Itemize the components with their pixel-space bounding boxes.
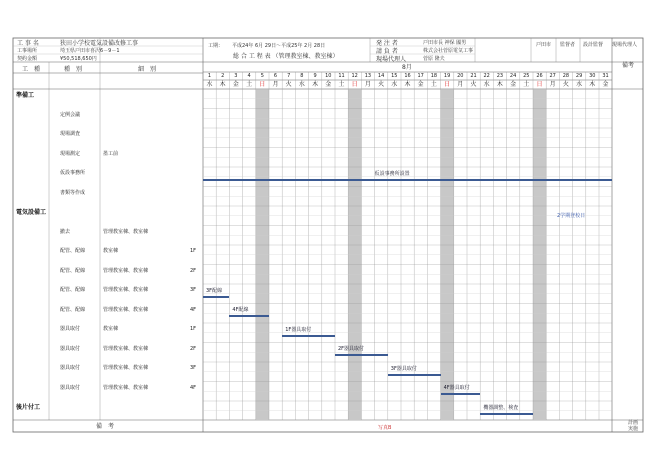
schedule-bar xyxy=(441,393,481,395)
day-number: 27 xyxy=(549,73,556,79)
remarks-top: 備考 xyxy=(622,62,635,69)
day-number: 16 xyxy=(404,73,411,79)
day-weekday: 土 xyxy=(338,81,345,88)
day-weekday: 木 xyxy=(312,81,319,88)
schedule-bar xyxy=(203,296,229,298)
day-weekday: 木 xyxy=(219,81,226,88)
contract-amount: ¥50,518,650円 xyxy=(60,56,97,62)
day-weekday: 日 xyxy=(351,81,358,88)
row-type: 器具取付 xyxy=(60,384,81,391)
schedule-bar-label: 3F器具取付 xyxy=(390,365,417,372)
day-weekday: 木 xyxy=(496,81,503,88)
row-detail: 教室棟 xyxy=(103,248,119,254)
row-type: 現場調査 xyxy=(60,131,81,137)
row-type: 配管、配線 xyxy=(60,287,86,293)
day-number: 22 xyxy=(483,73,490,79)
row-type: 器具取付 xyxy=(60,345,81,352)
day-number: 25 xyxy=(523,73,530,79)
day-weekday: 水 xyxy=(576,81,583,88)
day-weekday: 土 xyxy=(430,81,437,88)
day-number: 18 xyxy=(430,73,438,79)
column-trade: 工 種 xyxy=(22,66,41,73)
day-number: 10 xyxy=(325,73,332,79)
trade-category: 電気設備工 xyxy=(16,209,47,216)
schedule-bar-label: 機器調整、検査 xyxy=(483,404,519,411)
column-type: 種 別 xyxy=(64,66,83,73)
photo-stamp: 写真B xyxy=(378,425,392,431)
schedule-bar-label: 2F器具取付 xyxy=(338,346,365,353)
day-weekday: 木 xyxy=(589,81,596,88)
period: 平成24年 6月 29日～平成25年 2月 28日 xyxy=(232,43,326,49)
row-type: 仮設事務所 xyxy=(60,170,86,176)
day-weekday: 水 xyxy=(298,81,305,88)
row-detail: 管理教室棟、教室棟 xyxy=(103,384,149,391)
trade-category: 準備工 xyxy=(16,92,35,99)
sunday-column xyxy=(441,89,454,420)
day-weekday: 土 xyxy=(523,81,530,88)
day-number: 11 xyxy=(338,73,345,79)
footer-remarks: 備 考 xyxy=(96,423,115,430)
column-detail: 細 別 xyxy=(138,66,157,73)
day-weekday: 日 xyxy=(259,81,266,88)
day-weekday: 火 xyxy=(285,81,292,88)
approval-3: 設計監督 xyxy=(583,42,604,48)
day-weekday: 日 xyxy=(536,81,543,88)
row-detail: 管理教室棟、教室棟 xyxy=(103,345,149,352)
approval-1: 戸田市 xyxy=(536,42,552,48)
schedule-bar-label: 仮設事務所設置 xyxy=(374,170,410,177)
orderer: 戸田市長 神保 國男 xyxy=(423,40,467,46)
row-detail: 管理教室棟、教室棟 xyxy=(103,365,149,371)
sunday-column xyxy=(256,89,269,420)
schedule-bar xyxy=(229,315,269,317)
row-type: 配管、配線 xyxy=(60,306,86,313)
legend-plan: 計画 xyxy=(628,420,639,426)
day-number: 6 xyxy=(273,73,278,79)
day-number: 20 xyxy=(457,73,464,79)
day-number: 19 xyxy=(443,73,451,79)
row-floor: 2F xyxy=(190,267,197,274)
agent-label: 現場代理人 xyxy=(376,56,407,63)
row-type: 器具取付 xyxy=(60,365,81,371)
day-weekday: 火 xyxy=(470,81,477,88)
contractor-label: 請 負 者 xyxy=(376,48,398,55)
row-detail: 管理教室棟、教室棟 xyxy=(103,287,149,293)
day-number: 23 xyxy=(496,73,504,79)
row-floor: 3F xyxy=(190,287,197,293)
day-weekday: 水 xyxy=(391,81,398,88)
schedule-bar-label: 4F器具取付 xyxy=(443,385,470,392)
day-number: 26 xyxy=(536,73,543,79)
day-number: 21 xyxy=(470,73,477,79)
schedule-bar xyxy=(388,374,441,376)
day-number: 1 xyxy=(207,73,212,79)
schedule-bar-label: 4F配線 xyxy=(232,307,249,314)
day-number: 2 xyxy=(221,73,225,79)
schedule-title: 総 合 工 程 表 （管理教室棟、教室棟） xyxy=(233,53,339,60)
day-weekday: 金 xyxy=(602,81,609,88)
day-weekday: 金 xyxy=(325,81,332,88)
period-label: 工期： xyxy=(208,43,224,49)
day-number: 28 xyxy=(562,73,570,79)
location: 埼玉県戸田市喜沢6－9－1 xyxy=(60,48,120,54)
day-number: 5 xyxy=(260,73,264,79)
schedule-bar xyxy=(203,179,612,181)
schedule-bar xyxy=(480,413,533,415)
day-number: 29 xyxy=(575,73,583,79)
day-weekday: 木 xyxy=(404,81,411,88)
row-detail: 管理教室棟、教室棟 xyxy=(103,306,149,313)
row-type: 現場測定 xyxy=(60,150,81,157)
day-weekday: 月 xyxy=(457,81,464,88)
row-floor: 4F xyxy=(190,384,197,391)
approval-4: 現場代理人 xyxy=(612,42,638,48)
row-floor: 1F xyxy=(190,248,197,254)
day-number: 15 xyxy=(391,73,398,79)
day-number: 7 xyxy=(287,73,291,79)
day-weekday: 金 xyxy=(510,81,517,88)
row-type: 撤去 xyxy=(60,228,71,235)
row-floor: 3F xyxy=(190,365,197,371)
day-weekday: 水 xyxy=(483,81,490,88)
contractor: 株式会社菅原電気工事 xyxy=(423,48,474,54)
row-type: 定例会議 xyxy=(60,111,81,118)
contract-label: 契約金額 xyxy=(17,56,38,62)
day-number: 13 xyxy=(364,73,372,79)
schedule-bar xyxy=(335,354,388,356)
project-name-label: 工 事 名 xyxy=(17,40,39,47)
row-detail: 教室棟 xyxy=(103,326,119,332)
day-number: 3 xyxy=(234,73,238,79)
project-name: 狭田小学校電気設備改修工事 xyxy=(60,40,139,47)
schedule-bar-label: 3F配線 xyxy=(206,287,223,294)
day-weekday: 月 xyxy=(364,81,371,88)
row-type: 配管、配線 xyxy=(60,267,86,274)
approval-2: 監督者 xyxy=(560,42,576,48)
row-type: 書類等作成 xyxy=(60,189,86,196)
day-weekday: 月 xyxy=(549,81,556,88)
day-weekday: 水 xyxy=(206,81,213,88)
day-number: 14 xyxy=(377,73,385,79)
day-number: 30 xyxy=(589,73,596,79)
day-number: 12 xyxy=(351,73,358,79)
day-number: 8 xyxy=(300,73,304,79)
day-weekday: 日 xyxy=(444,81,451,88)
day-number: 4 xyxy=(247,73,251,79)
row-detail: 管理教室棟、教室棟 xyxy=(103,228,149,235)
row-floor: 2F xyxy=(190,345,197,352)
day-number: 24 xyxy=(509,73,517,79)
agent: 菅原 隆夫 xyxy=(423,56,445,62)
row-detail: 管理教室棟、教室棟 xyxy=(103,267,149,274)
school-day-note: 2学期登校日 xyxy=(557,213,586,219)
month-label: 8月 xyxy=(402,64,412,71)
orderer-label: 発 注 者 xyxy=(376,40,398,47)
row-type: 器具取付 xyxy=(60,326,81,332)
day-weekday: 金 xyxy=(232,81,239,88)
trade-category: 後片付工 xyxy=(16,404,41,411)
row-type: 配管、配線 xyxy=(60,248,86,254)
schedule-bar-label: 1F器具取付 xyxy=(285,326,312,333)
day-weekday: 土 xyxy=(246,81,253,88)
row-floor: 4F xyxy=(190,306,197,313)
schedule-bar xyxy=(282,335,335,337)
sunday-column xyxy=(348,89,361,420)
location-label: 工事場所 xyxy=(17,48,38,54)
day-number: 31 xyxy=(602,73,609,79)
sunday-column xyxy=(533,89,546,420)
row-detail: 墨工前 xyxy=(103,150,119,157)
row-floor: 1F xyxy=(190,326,197,332)
day-number: 17 xyxy=(417,73,424,79)
legend-actual: 実施 xyxy=(628,426,639,432)
day-weekday: 月 xyxy=(272,81,279,88)
day-number: 9 xyxy=(313,73,317,79)
day-weekday: 金 xyxy=(417,81,424,88)
day-weekday: 火 xyxy=(562,81,569,88)
day-weekday: 火 xyxy=(378,81,385,88)
